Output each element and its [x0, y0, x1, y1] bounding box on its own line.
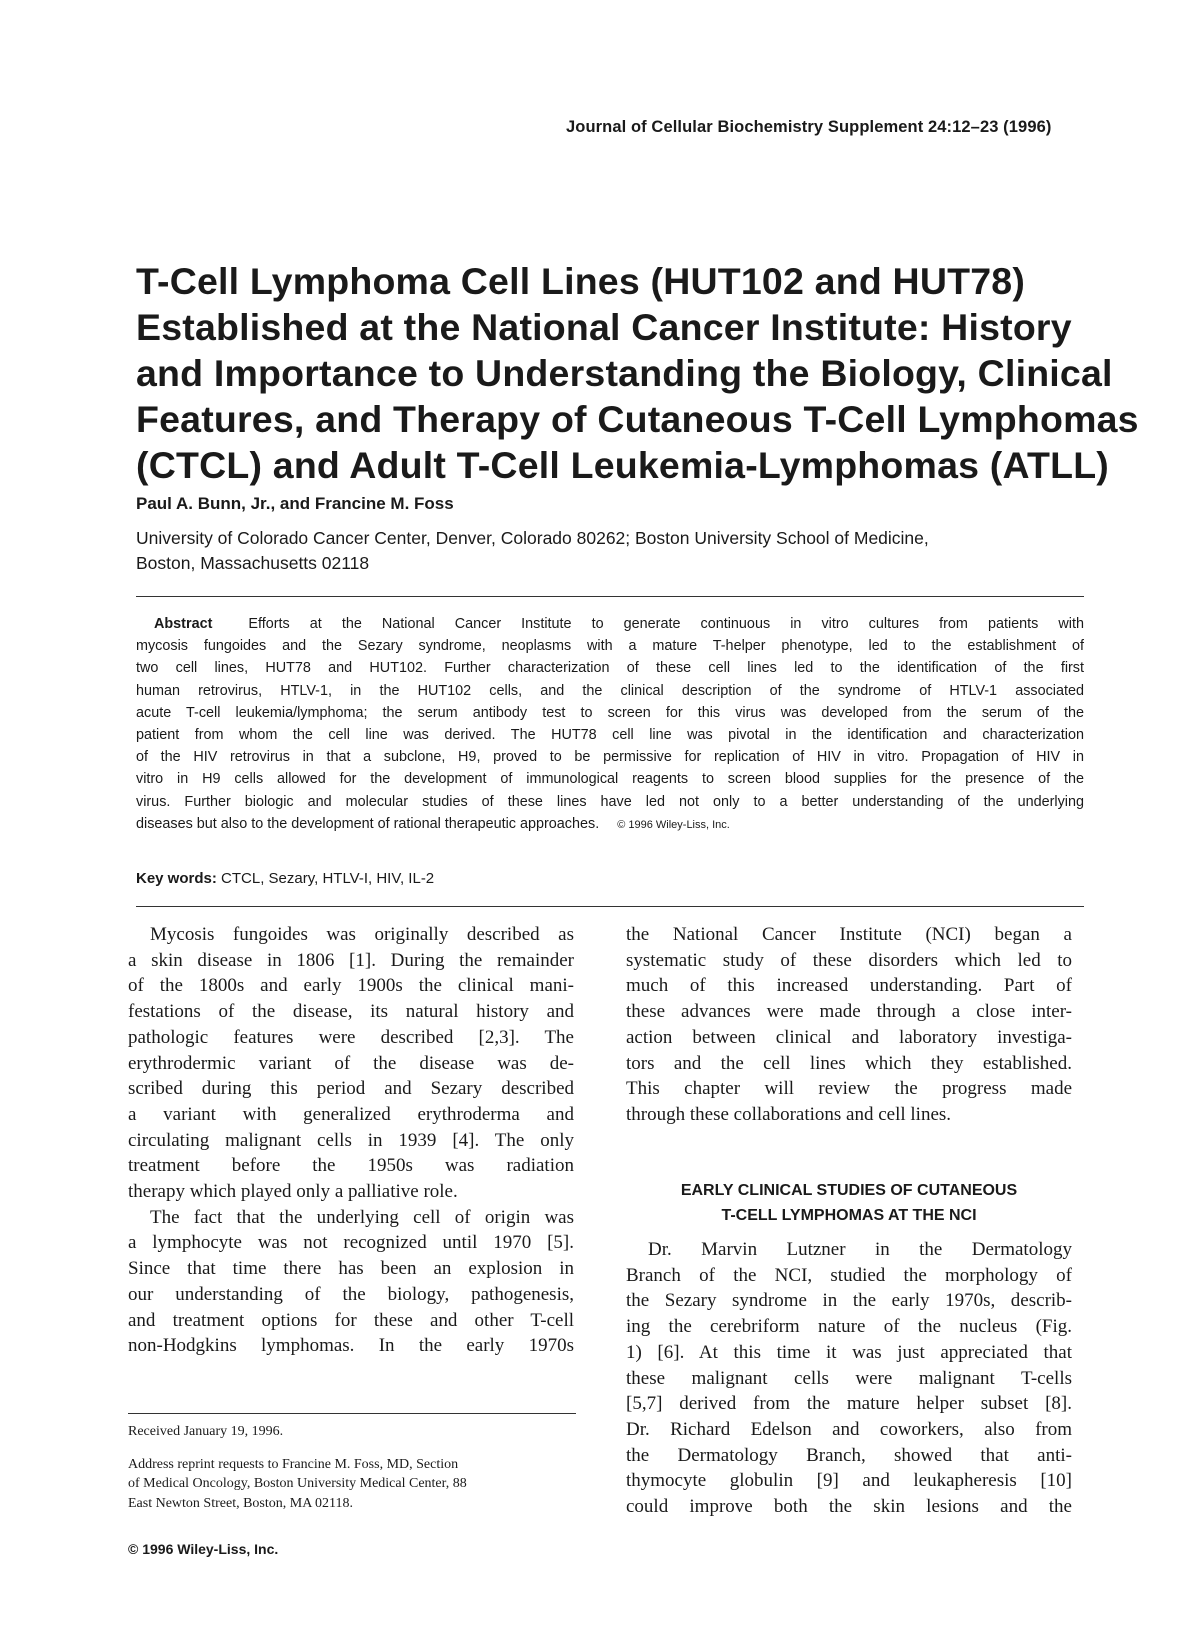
body-line: festations of the disease, its natural history and: [128, 1001, 574, 1023]
address-line: of Medical Oncology, Boston University Medical Center, 88: [128, 1476, 467, 1491]
body-line: a variant with generalized erythroderma and: [128, 1103, 574, 1125]
abstract-line: mycosis fungoides and the Sezary syndrome, neoplasms with a mature T-helper phenotype, led to the establishment of: [136, 638, 1084, 655]
body-line: these malignant cells were malignant T-cells: [626, 1367, 1072, 1389]
body-line: these advances were made through a close inter-: [626, 1001, 1072, 1023]
copyright-notice: © 1996 Wiley-Liss, Inc.: [128, 1541, 279, 1557]
abstract-line: of the HIV retrovirus in that a subclone, H9, proved to be permissive for replication of HIV in vitro. Propagation of HIV in: [136, 749, 1084, 766]
address-line: East Newton Street, Boston, MA 02118.: [128, 1495, 354, 1511]
body-line: therapy which played only a palliative role.: [128, 1181, 458, 1203]
body-line: pathologic features were described [2,3]. The: [128, 1026, 574, 1048]
body-line: treatment before the 1950s was radiation: [128, 1155, 574, 1177]
body-line: could improve both the skin lesions and the: [626, 1496, 1072, 1518]
body-line: much of this increased understanding. Part of: [626, 975, 1072, 997]
abstract-line: human retrovirus, HTLV-1, in the HUT102 cells, and the clinical description of the syndrome of HTLV-1 associated: [136, 682, 1084, 699]
abstract-line: two cell lines, HUT78 and HUT102. Further characterization of these cell lines led to the identification of the first: [136, 660, 1084, 677]
body-line: The fact that the underlying cell of origin was: [150, 1206, 574, 1228]
body-line: systematic study of these disorders which led to: [626, 949, 1072, 971]
body-line: [5,7] derived from the mature helper subset [8].: [626, 1393, 1072, 1415]
abstract-copyright: © 1996 Wiley-Liss, Inc.: [617, 818, 730, 831]
keywords-value: CTCL, Sezary, HTLV-I, HIV, IL-2: [221, 870, 435, 887]
body-line: thymocyte globulin [9] and leukapheresis [10]: [626, 1470, 1072, 1492]
divider-bottom: [136, 906, 1084, 907]
affiliation: [136, 526, 1096, 576]
abstract-line: virus. Further biologic and molecular studies of these lines have led not only to a better understanding of the underlying: [136, 793, 1084, 810]
body-line: the Sezary syndrome in the early 1970s, describ-: [626, 1290, 1072, 1312]
section-heading-line: T-CELL LYMPHOMAS AT THE NCI: [721, 1207, 977, 1224]
body-line: scribed during this period and Sezary described: [128, 1078, 574, 1100]
body-column-left: [128, 922, 574, 1359]
abstract: [136, 613, 1084, 836]
article-title: [136, 258, 1139, 488]
body-line: our understanding of the biology, pathogenesis,: [128, 1283, 574, 1305]
body-line: tors and the cell lines which they established.: [626, 1052, 1072, 1074]
abstract-last-line: diseases but also to the development of rational therapeutic approaches.: [136, 815, 600, 832]
body-column-right: [626, 922, 1072, 1128]
body-line: the Dermatology Branch, showed that anti-: [626, 1444, 1072, 1466]
body-line: ing the cerebriform nature of the nucleus (Fig.: [626, 1316, 1072, 1338]
body-line: This chapter will review the progress made: [626, 1078, 1072, 1100]
abstract-label: Abstract: [154, 616, 213, 632]
section-heading: [626, 1178, 1072, 1228]
footnotes: [128, 1422, 576, 1513]
affiliation-line: Boston, Massachusetts 02118: [136, 553, 370, 573]
body-line: action between clinical and laboratory investiga-: [626, 1026, 1072, 1048]
title-line: Features, and Therapy of Cutaneous T-Cell Lymphomas: [136, 398, 1139, 440]
title-line: and Importance to Understanding the Biology, Clinical: [136, 352, 1113, 394]
body-line: the National Cancer Institute (NCI) began a: [626, 924, 1072, 945]
divider-top: [136, 596, 1084, 597]
body-line: erythrodermic variant of the disease was de-: [128, 1052, 574, 1074]
body-line: through these collaborations and cell lines.: [626, 1103, 952, 1125]
journal-header: Journal of Cellular Biochemistry Supplement 24:12–23 (1996): [566, 118, 1052, 136]
body-line: non-Hodgkins lymphomas. In the early 1970s: [128, 1335, 574, 1357]
abstract-line: [136, 813, 1084, 836]
body-line: of the 1800s and early 1900s the clinical mani-: [128, 975, 574, 997]
abstract-line: patient from whom the cell line was derived. The HUT78 cell line was pivotal in the identification and characterization: [136, 727, 1084, 744]
abstract-line: [136, 613, 1084, 635]
abstract-line: vitro in H9 cells allowed for the development of immunological reagents to screen blood supplies for the presence of the: [136, 771, 1084, 788]
section-heading-line: EARLY CLINICAL STUDIES OF CUTANEOUS: [680, 1182, 1018, 1199]
body-line: 1) [6]. At this time it was just appreciated that: [626, 1341, 1072, 1363]
abstract-line: acute T-cell leukemia/lymphoma; the serum antibody test to screen for this virus was developed from the serum of the: [136, 704, 1084, 721]
body-column-right-section: [626, 1237, 1072, 1520]
body-line: circulating malignant cells in 1939 [4]. The only: [128, 1129, 574, 1151]
keywords: [136, 870, 434, 887]
received-date: Received January 19, 1996.: [128, 1424, 284, 1439]
body-line: Branch of the NCI, studied the morphology of: [626, 1264, 1072, 1286]
body-line: Dr. Marvin Lutzner in the Dermatology: [648, 1239, 1072, 1260]
body-line: Dr. Richard Edelson and coworkers, also from: [626, 1418, 1072, 1440]
affiliation-line: University of Colorado Cancer Center, Denver, Colorado 80262; Boston University School of Medicine,: [136, 528, 929, 548]
title-line: T-Cell Lymphoma Cell Lines (HUT102 and HUT78): [136, 260, 1026, 302]
body-line: and treatment options for these and other T-cell: [128, 1309, 574, 1331]
footnote-divider: [128, 1413, 576, 1414]
abstract-first-line: Efforts at the National Cancer Institute to generate continuous in vitro cultures from patients with: [248, 616, 1084, 632]
title-line: (CTCL) and Adult T-Cell Leukemia-Lymphomas (ATLL): [136, 444, 1109, 486]
authors: Paul A. Bunn, Jr., and Francine M. Foss: [136, 494, 454, 513]
body-line: a skin disease in 1806 [1]. During the remainder: [128, 949, 574, 971]
body-line: Since that time there has been an explosion in: [128, 1258, 574, 1280]
title-line: Established at the National Cancer Institute: History: [136, 306, 1072, 348]
keywords-label: Key words:: [136, 870, 217, 887]
address-line: Address reprint requests to Francine M. Foss, MD, Section: [128, 1456, 459, 1472]
body-line: a lymphocyte was not recognized until 1970 [5].: [128, 1232, 574, 1254]
body-line: Mycosis fungoides was originally described as: [150, 924, 574, 945]
